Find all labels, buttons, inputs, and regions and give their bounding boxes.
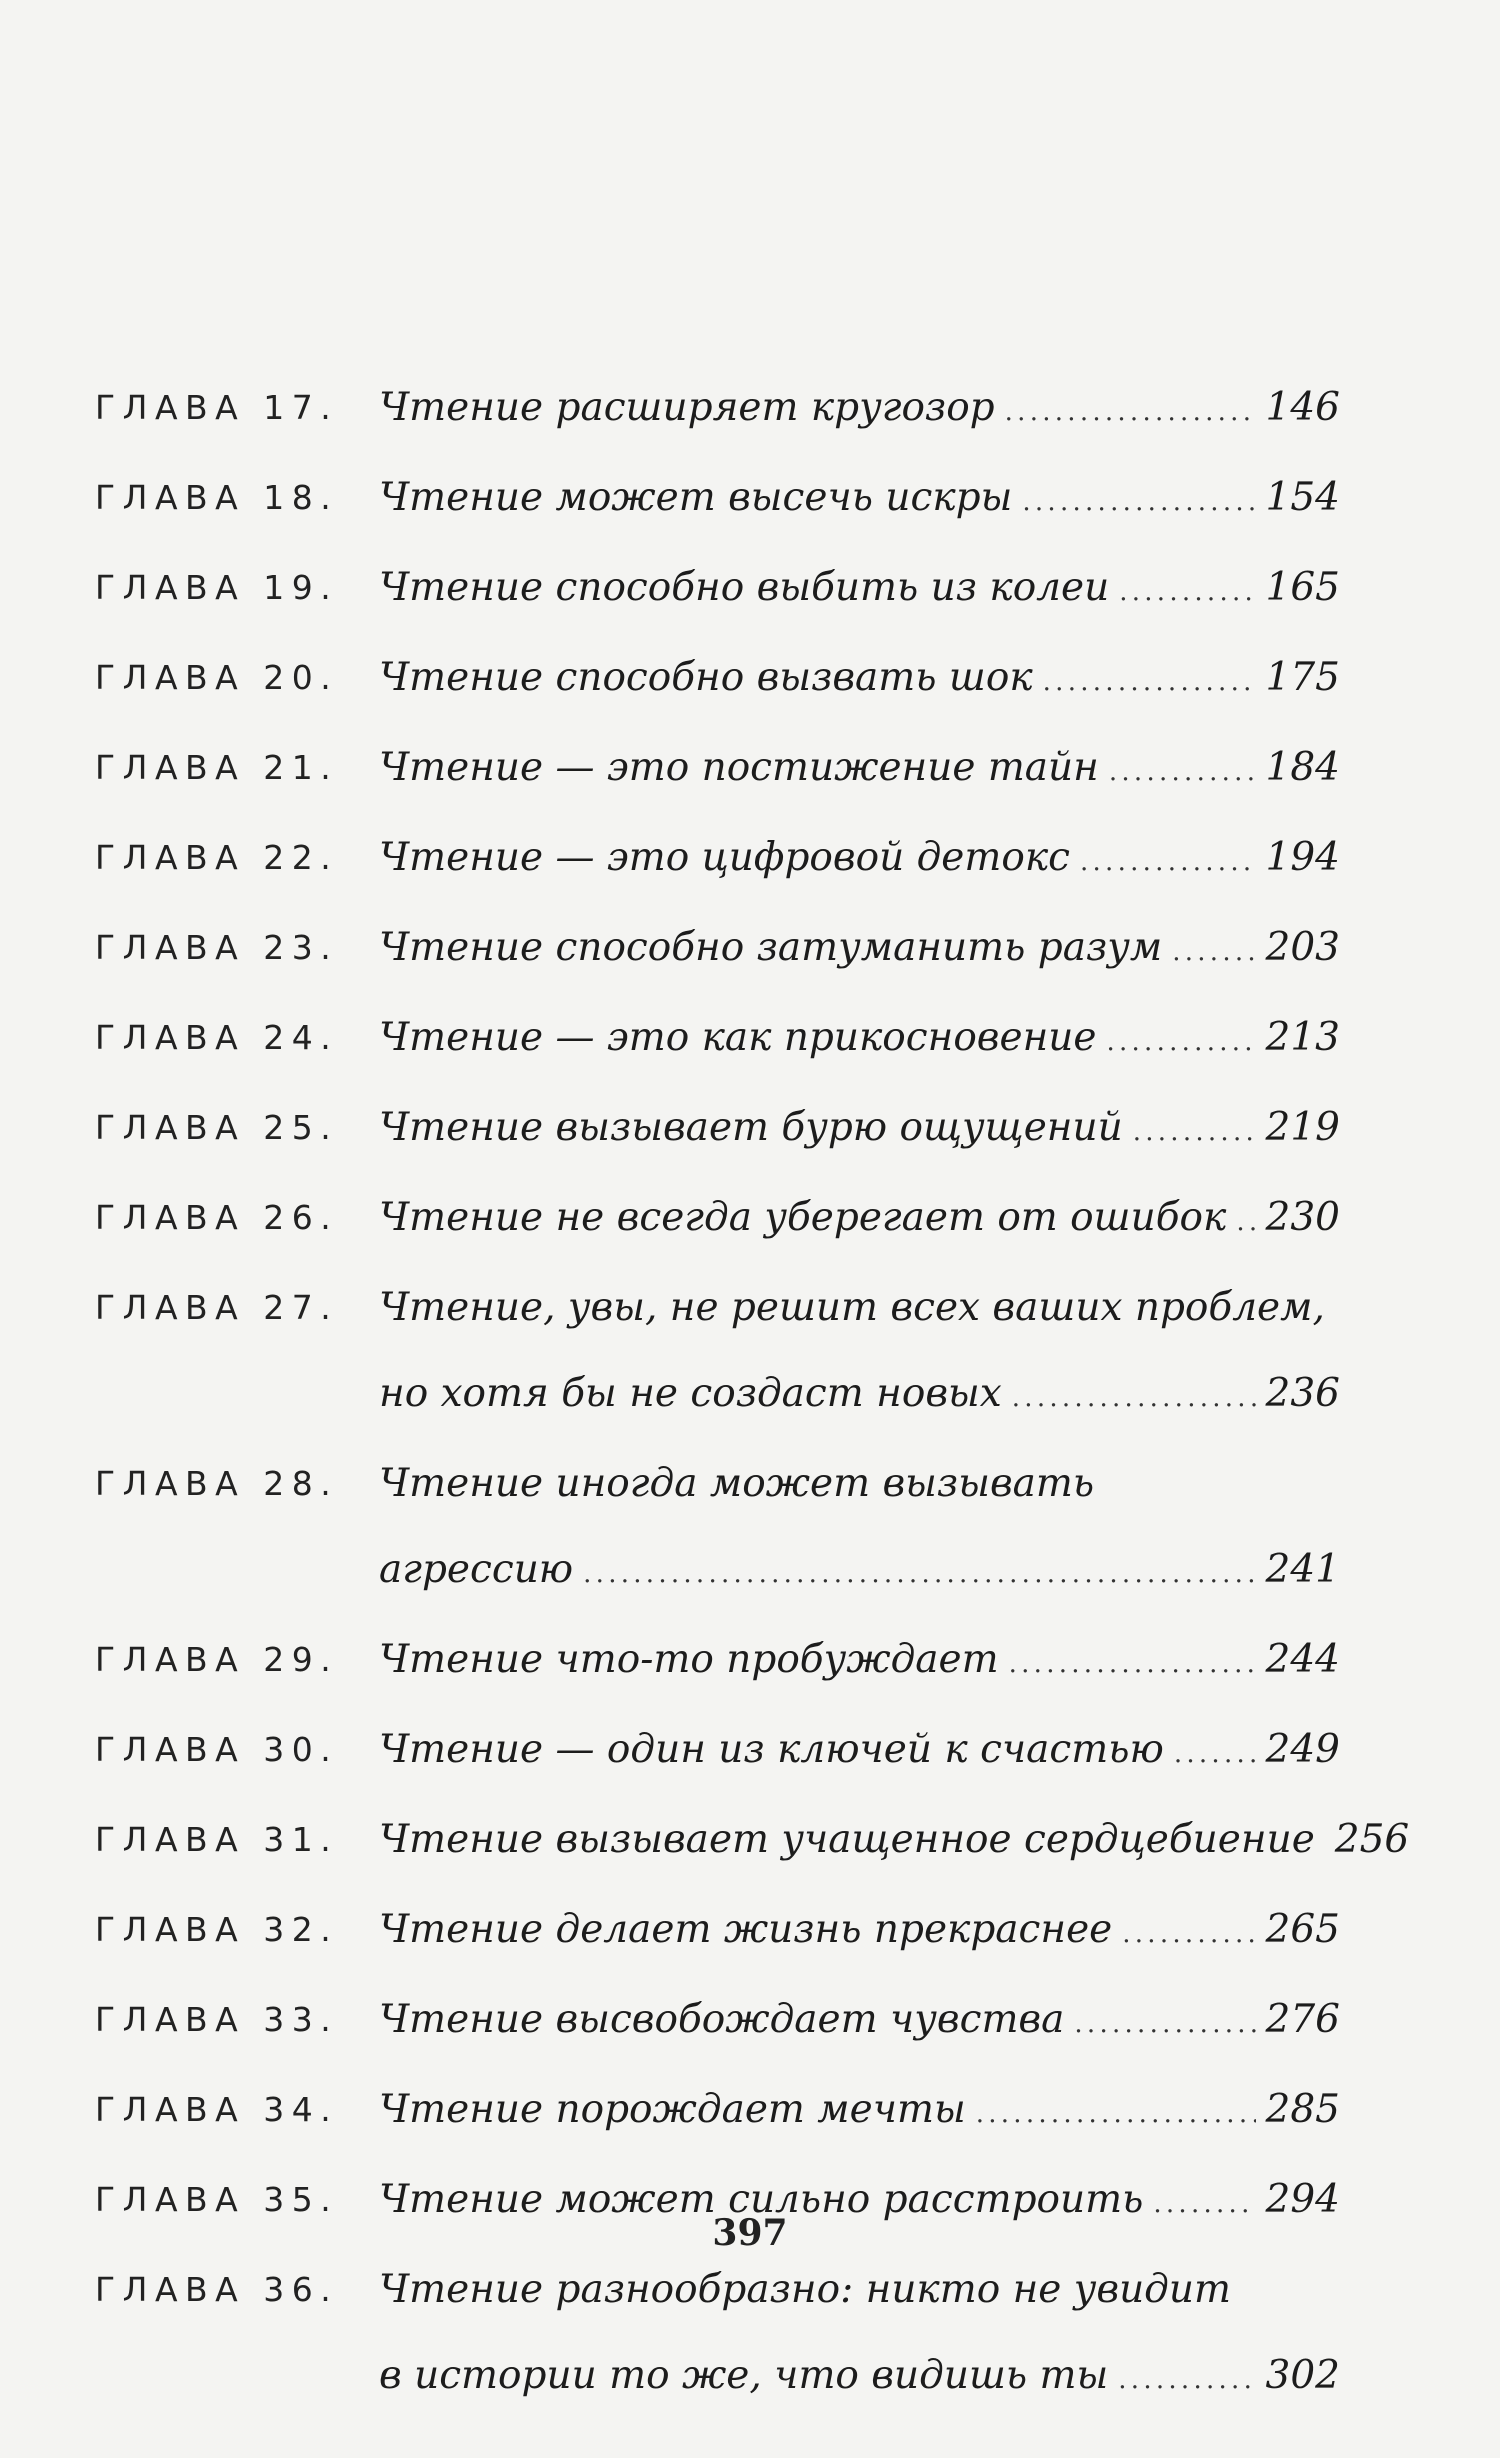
toc-entry-28 — [95, 1441, 1340, 1617]
page-number: 285 — [1265, 2087, 1340, 2132]
page-number: 230 — [1265, 1195, 1340, 1240]
chapter-label: ГЛАВА 20. — [95, 658, 339, 697]
toc-entry-17 — [95, 365, 1340, 455]
chapter-title: Чтение может сильно расстроить — [379, 2177, 1144, 2222]
dot-leader — [1074, 1981, 1255, 2067]
chapter-title: Чтение способно выбить из колеи — [379, 565, 1110, 610]
chapter-title: Чтение расширяет кругозор — [379, 385, 995, 430]
page-number: 294 — [1265, 2177, 1340, 2222]
table-of-contents — [95, 365, 1410, 2423]
page-number: 241 — [1265, 1547, 1340, 1592]
chapter-label: ГЛАВА 36. — [95, 2270, 339, 2309]
dot-leader — [1109, 729, 1256, 815]
dot-leader — [1005, 369, 1256, 455]
chapter-label: ГЛАВА 34. — [95, 2090, 339, 2129]
page-number: 194 — [1265, 835, 1340, 880]
dot-leader — [1122, 1891, 1255, 1977]
chapter-title: Чтение делает жизнь прекраснее — [379, 1907, 1113, 1952]
page-number: 219 — [1265, 1105, 1340, 1150]
chapter-label: ГЛАВА 21. — [95, 748, 339, 787]
dot-leader — [1043, 639, 1256, 725]
page-number: 165 — [1265, 565, 1340, 610]
dot-leader — [1022, 459, 1255, 545]
dot-leader — [1012, 1355, 1256, 1441]
toc-entry-33 — [95, 1977, 1340, 2067]
chapter-label: ГЛАВА 26. — [95, 1198, 339, 1237]
chapter-title-line-1: Чтение, увы, не решит всех ваших проблем, — [379, 1285, 1325, 1330]
page-number: 154 — [1265, 475, 1340, 520]
chapter-title-line-2: в истории то же, что видишь ты — [379, 2353, 1109, 2398]
chapter-title: Чтение высвобождает чувства — [379, 1997, 1065, 2042]
toc-entry-24 — [95, 995, 1340, 1085]
chapter-title: Чтение — это цифровой детокс — [379, 835, 1070, 880]
dot-leader — [1106, 999, 1255, 1085]
toc-entry-18 — [95, 455, 1340, 545]
dot-leader — [1119, 549, 1255, 635]
chapter-title: Чтение что-то пробуждает — [379, 1637, 999, 1682]
chapter-label: ГЛАВА 22. — [95, 838, 339, 877]
dot-leader — [1174, 1711, 1256, 1797]
toc-entry-30 — [95, 1707, 1340, 1797]
chapter-title: Чтение — это постижение тайн — [379, 745, 1099, 790]
dot-leader — [1172, 909, 1255, 995]
toc-entry-31 — [95, 1797, 1410, 1887]
chapter-label: ГЛАВА 29. — [95, 1640, 339, 1679]
chapter-label: ГЛАВА 19. — [95, 568, 339, 607]
chapter-label: ГЛАВА 31. — [95, 1820, 339, 1859]
chapter-title: Чтение порождает мечты — [379, 2087, 966, 2132]
toc-entry-23 — [95, 905, 1340, 995]
toc-entry-29 — [95, 1617, 1340, 1707]
chapter-label: ГЛАВА 18. — [95, 478, 339, 517]
toc-entry-36 — [95, 2247, 1340, 2423]
chapter-title-line-2: но хотя бы не создаст новых — [379, 1371, 1002, 1416]
toc-entry-22 — [95, 815, 1340, 905]
chapter-title-line-2: агрессию — [379, 1547, 574, 1592]
chapter-title-line-1: Чтение иногда может вызывать — [379, 1461, 1095, 1506]
chapter-title: Чтение может высечь искры — [379, 475, 1013, 520]
page-number: 265 — [1265, 1907, 1340, 1952]
page-number: 146 — [1265, 385, 1340, 430]
footer-page-number: 397 — [712, 2212, 788, 2254]
dot-leader — [1080, 819, 1256, 905]
chapter-label: ГЛАВА 28. — [95, 1464, 339, 1503]
chapter-title: Чтение способно затуманить разум — [379, 925, 1163, 970]
dot-leader — [1236, 1179, 1255, 1265]
page-number: 213 — [1265, 1015, 1340, 1060]
page-number: 249 — [1265, 1727, 1340, 1772]
toc-entry-32 — [95, 1887, 1340, 1977]
chapter-label: ГЛАВА 35. — [95, 2180, 339, 2219]
page-number: 184 — [1265, 745, 1340, 790]
page-number: 236 — [1265, 1371, 1340, 1416]
chapter-title: Чтение способно вызвать шок — [379, 655, 1033, 700]
toc-entry-25 — [95, 1085, 1340, 1175]
page-number: 256 — [1334, 1817, 1410, 1862]
page-number: 175 — [1265, 655, 1340, 700]
chapter-label: ГЛАВА 32. — [95, 1910, 339, 1949]
toc-entry-34 — [95, 2067, 1340, 2157]
chapter-label: ГЛАВА 30. — [95, 1730, 339, 1769]
toc-entry-20 — [95, 635, 1340, 725]
toc-entry-26 — [95, 1175, 1340, 1265]
dot-leader — [976, 2071, 1256, 2157]
chapter-label: ГЛАВА 27. — [95, 1288, 339, 1327]
page-number: 302 — [1265, 2353, 1340, 2398]
toc-entry-27 — [95, 1265, 1340, 1441]
chapter-label: ГЛАВА 24. — [95, 1018, 339, 1057]
chapter-title: Чтение — это как прикосновение — [379, 1015, 1097, 1060]
page-number: 203 — [1265, 925, 1340, 970]
toc-entry-21 — [95, 725, 1340, 815]
chapter-label: ГЛАВА 25. — [95, 1108, 339, 1147]
chapter-title: Чтение вызывает учащенное сердцебиение — [379, 1817, 1315, 1862]
chapter-title: Чтение не всегда уберегает от ошибок — [379, 1195, 1227, 1240]
dot-leader — [1118, 2337, 1255, 2423]
chapter-label: ГЛАВА 17. — [95, 388, 339, 427]
page-number: 244 — [1265, 1637, 1340, 1682]
dot-leader — [1009, 1621, 1256, 1707]
chapter-label: ГЛАВА 23. — [95, 928, 339, 967]
chapter-title: Чтение вызывает бурю ощущений — [379, 1105, 1123, 1150]
dot-leader — [583, 1531, 1255, 1617]
page-number: 276 — [1265, 1997, 1340, 2042]
toc-entry-19 — [95, 545, 1340, 635]
chapter-label: ГЛАВА 33. — [95, 2000, 339, 2039]
dot-leader — [1133, 1089, 1256, 1175]
chapter-title-line-1: Чтение разнообразно: никто не увидит — [379, 2267, 1232, 2312]
chapter-title: Чтение — один из ключей к счастью — [379, 1727, 1164, 1772]
